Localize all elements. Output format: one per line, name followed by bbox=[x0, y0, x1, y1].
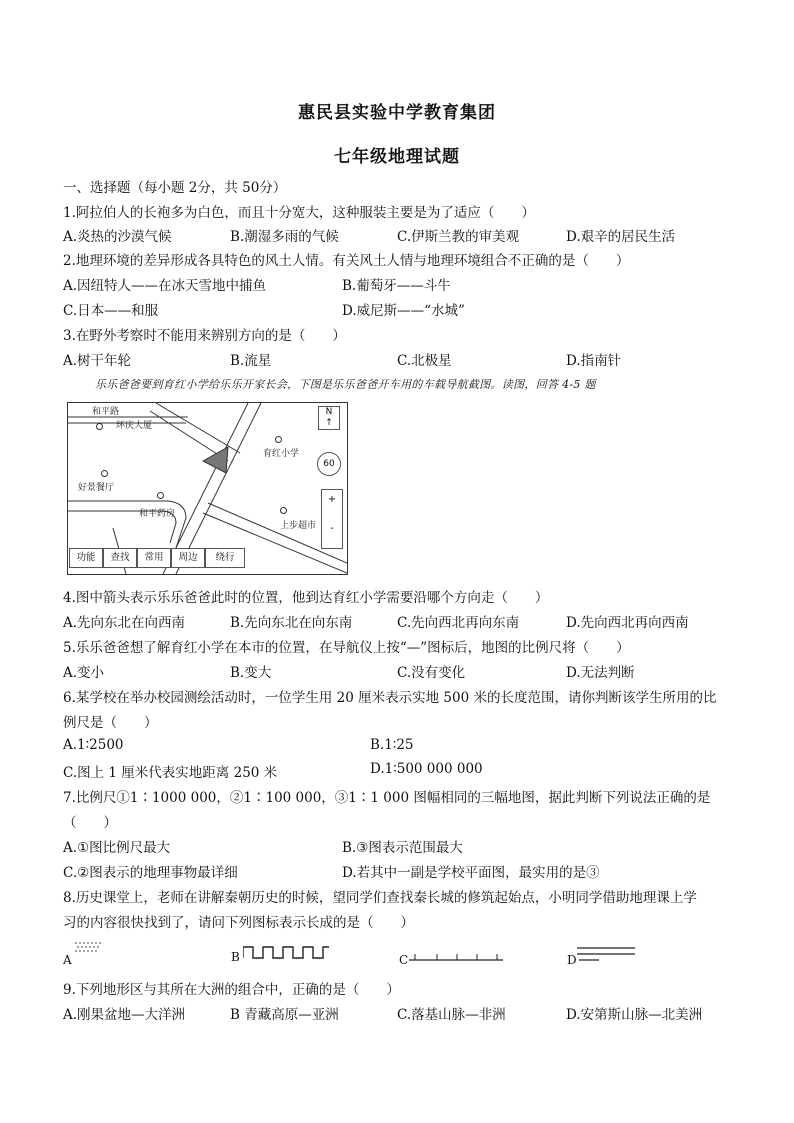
place-label-shangbu: 上步超市 bbox=[280, 521, 317, 531]
q5-stem: 5.乐乐爸爸想了解育红小学在本市的位置，在导航仪上按“—”图标后，地图的比例尺将（ ） bbox=[63, 640, 630, 656]
section-heading: 一、选择题（每小题 2分，共 50分） bbox=[63, 180, 287, 196]
q9-option-a: A.刚果盆地—大洋洲 bbox=[63, 1007, 186, 1023]
zoom-out-button[interactable]: - bbox=[330, 523, 334, 534]
q3-stem: 3.在野外考察时不能用来辨别方向的是（ ） bbox=[63, 328, 346, 344]
q1-stem: 1.阿拉伯人的长袍多为白色，而且十分宽大，这种服装主要是为了适应（ ） bbox=[63, 205, 535, 221]
q1-option-d: D.艰辛的居民生活 bbox=[566, 229, 676, 245]
q6-option-d: D.1∶500 000 000 bbox=[370, 761, 483, 777]
place-label-yuhong-school: 育红小学 bbox=[263, 449, 300, 459]
q4-option-b: B.先向东北在向东南 bbox=[230, 615, 353, 631]
q5-option-b: B.变大 bbox=[230, 665, 272, 681]
q8-option-d: D bbox=[567, 953, 577, 967]
q7-option-a: A.①图比例尺最大 bbox=[63, 840, 171, 856]
place-label-huanqing: 环庆大厦 bbox=[116, 421, 153, 431]
road-label-heping: 和平路 bbox=[92, 407, 120, 417]
q8-option-a: A bbox=[63, 953, 72, 967]
q5-option-c: C.没有变化 bbox=[397, 665, 466, 681]
place-dot-icon bbox=[275, 436, 282, 443]
q7-option-b: B.③图表示范围最大 bbox=[342, 840, 463, 856]
double-line-symbol-icon bbox=[577, 944, 637, 962]
q45-intro: 乐乐爸爸要到育红小学给乐乐开家长会，下图是乐乐爸爸开车用的车载导航截图。读图，回答 4-5 题 bbox=[95, 378, 596, 391]
q7-option-d: D.若其中一副是学校平面图，最实用的是③ bbox=[342, 865, 600, 881]
exam-title: 七年级地理试题 bbox=[334, 147, 460, 167]
map-button-function[interactable]: 功能 bbox=[69, 548, 103, 568]
zoom-in-button[interactable]: + bbox=[327, 494, 337, 505]
q5-option-d: D.无法判断 bbox=[566, 665, 635, 681]
q6-option-b: B.1∶25 bbox=[370, 737, 414, 753]
q9-option-b: B 青藏高原—亚洲 bbox=[230, 1007, 339, 1023]
q8-stem-line2: 习的内容很快找到了，请问下列图标表示长成的是（ ） bbox=[63, 915, 414, 931]
q2-option-a: A.因纽特人——在冰天雪地中捕鱼 bbox=[63, 278, 267, 294]
q7-stem-line2: （ ） bbox=[63, 815, 117, 831]
q6-option-a: A.1∶2500 bbox=[63, 737, 124, 753]
q2-option-b: B.葡萄牙——斗牛 bbox=[342, 278, 451, 294]
q2-option-d: D.威尼斯——“水城” bbox=[342, 303, 465, 319]
q4-stem: 4.图中箭头表示乐乐爸爸此时的位置，他到达育红小学需要沿哪个方向走（ ） bbox=[63, 590, 549, 606]
q6-stem-line2: 例尺是（ ） bbox=[63, 715, 158, 731]
q9-option-d: D.安第斯山脉—北美洲 bbox=[566, 1007, 703, 1023]
q7-stem-line1: 7.比例尺①1∶1000 000，②1∶100 000，③1∶1 000 图幅相同的三幅地图，据此判断下列说法正确的是 bbox=[63, 790, 711, 806]
place-dot-icon bbox=[280, 507, 287, 514]
q1-option-b: B.潮湿多雨的气候 bbox=[230, 229, 339, 245]
q2-option-c: C.日本——和服 bbox=[63, 303, 159, 319]
map-button-search[interactable]: 查找 bbox=[103, 548, 137, 568]
q3-option-b: B.流星 bbox=[230, 353, 272, 369]
q5-option-a: A.变小 bbox=[63, 665, 105, 681]
q6-option-c: C.图上 1 厘米代表实地距离 250 米 bbox=[63, 765, 278, 781]
speed-limit-badge: 60 bbox=[317, 452, 341, 476]
school-title: 惠民县实验中学教育集团 bbox=[298, 103, 496, 123]
q6-stem-line1: 6.某学校在举办校园测绘活动时，一位学生用 20 厘米表示实地 500 米的长度范围，请你判断该学生所用的比 bbox=[63, 690, 717, 706]
q4-option-d: D.先向西北再向西南 bbox=[566, 615, 689, 631]
dotted-area-symbol-icon bbox=[74, 940, 104, 952]
place-label-haojing: 好景餐厅 bbox=[78, 483, 115, 493]
north-arrow-icon: ↑ bbox=[325, 418, 333, 428]
map-button-nearby[interactable]: 周边 bbox=[171, 548, 205, 568]
place-label-heping-pharmacy: 和平药房 bbox=[139, 509, 176, 519]
place-dot-icon bbox=[157, 492, 164, 499]
zoom-control bbox=[321, 489, 343, 549]
q4-option-c: C.先向西北再向东南 bbox=[397, 615, 520, 631]
q1-option-a: A.炎热的沙漠气候 bbox=[63, 229, 172, 245]
q4-option-a: A.先向东北在向西南 bbox=[63, 615, 186, 631]
place-dot-icon bbox=[96, 423, 103, 430]
map-button-detour[interactable]: 绕行 bbox=[205, 548, 245, 568]
q3-option-a: A.树干年轮 bbox=[63, 353, 132, 369]
compass-button[interactable] bbox=[318, 406, 340, 430]
q9-stem: 9.下列地形区与其所在大洲的组合中，正确的是（ ） bbox=[63, 982, 400, 998]
railway-symbol-icon bbox=[409, 951, 503, 963]
compass-label: N bbox=[325, 407, 333, 417]
q2-stem: 2.地理环境的差异形成各具特色的风土人情。有关风土人情与地理环境组合不正确的是（ ） bbox=[63, 253, 630, 269]
q8-stem-line1: 8.历史课堂上，老师在讲解秦朝历史的时候，望同学们查找秦长城的修筑起始点，小明同学借助地理课上学 bbox=[63, 890, 697, 906]
q9-option-c: C.落基山脉—非洲 bbox=[397, 1007, 506, 1023]
q7-option-c: C.②图表示的地理事物最详细 bbox=[63, 865, 238, 881]
q8-option-b: B bbox=[231, 950, 240, 964]
q3-option-d: D.指南针 bbox=[566, 353, 622, 369]
q8-option-c: C bbox=[399, 953, 409, 967]
q3-option-c: C.北极星 bbox=[397, 353, 452, 369]
place-dot-icon bbox=[101, 470, 108, 477]
map-button-common[interactable]: 常用 bbox=[137, 548, 171, 568]
q1-option-c: C.伊斯兰教的审美观 bbox=[397, 229, 520, 245]
great-wall-symbol-icon bbox=[243, 944, 329, 960]
